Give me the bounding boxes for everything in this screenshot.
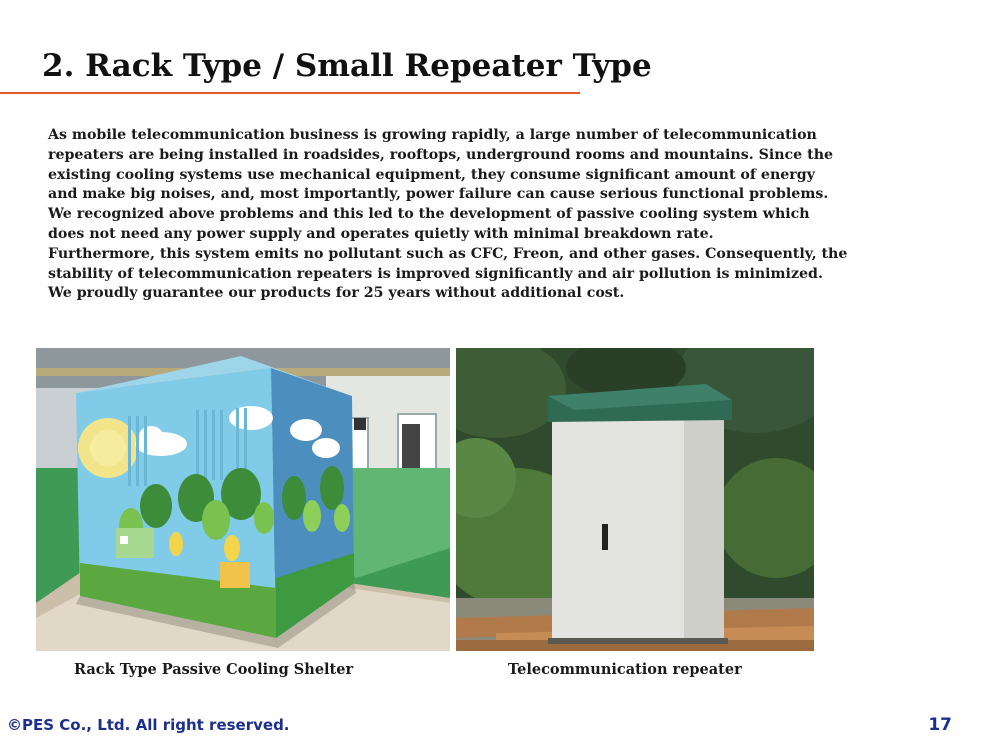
slide-title: 2. Rack Type / Small Repeater Type: [42, 48, 652, 84]
body-text: [48, 126, 848, 304]
repeater-cabinet-photo: [456, 348, 814, 651]
footer-copyright: ©PES Co., Ltd. All right reserved.: [7, 716, 290, 734]
figure-caption-right: Telecommunication repeater: [508, 661, 742, 678]
figure-caption-left: Rack Type Passive Cooling Shelter: [74, 661, 354, 678]
page-number: 17: [928, 715, 952, 735]
body-paragraph-2: Furthermore, this system emits no pollutant such as CFC, Freon, and other gases. Consequently, the stability of telecommunication repeaters is improved significantly and air pollution is minimized. We proudly guarantee our products for 25 years without additional cost.: [48, 245, 848, 302]
title-underline: [0, 92, 580, 94]
body-paragraph-1: As mobile telecommunication business is growing rapidly, a large number of telecommunication repeaters are being installed in roadsides, rooftops, underground rooms and mountains. Since the existing cooling systems use mechanical equipment, they consume significant amount of energy and make big noises, and, most importantly, power failure can cause serious functional problems. We recognized above problems and this led to the development of passive cooling system which does not need any power supply and operates quietly with minimal breakdown rate.: [48, 127, 834, 242]
rack-shelter-photo: [36, 348, 450, 651]
